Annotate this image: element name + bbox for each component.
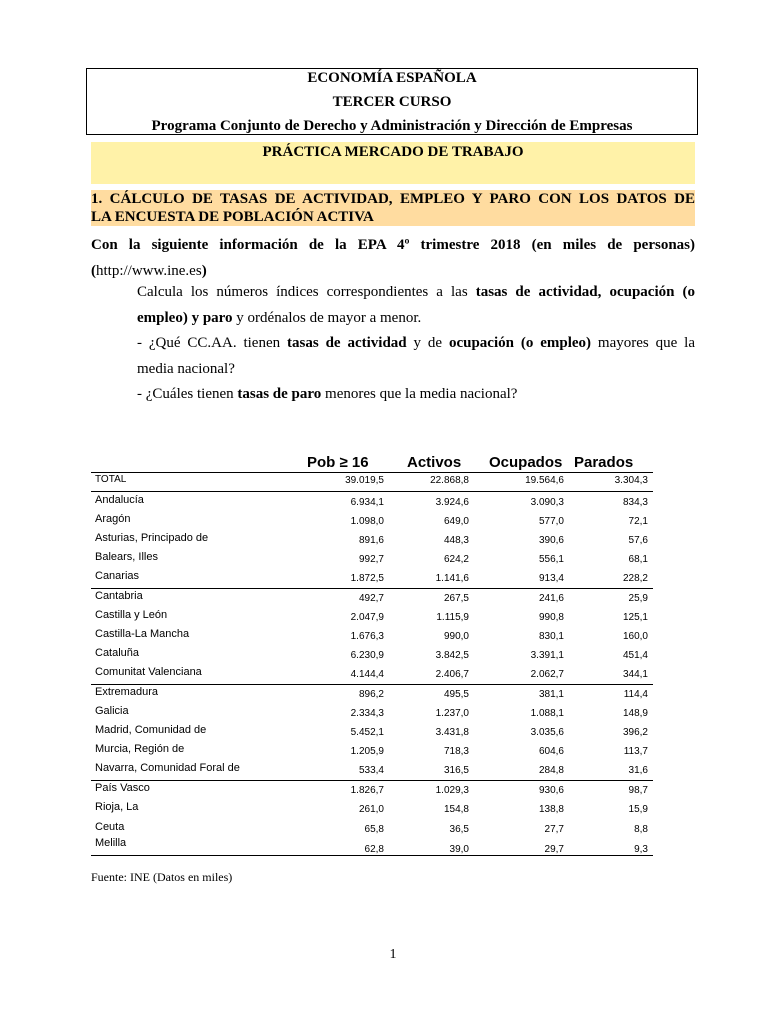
cell-pob16: 992,7: [358, 554, 384, 565]
cell-parados: 9,3: [634, 844, 648, 855]
intro-line1: Con la siguiente información de la EPA 4º trimestre 2018 (en miles de personas): [91, 237, 695, 253]
cell-activos: 22.868,8: [430, 475, 469, 486]
header-ocupados: Ocupados: [489, 454, 563, 471]
table-header: [91, 452, 653, 472]
cell-parados: 451,4: [622, 650, 648, 661]
task-2-text-c: y de: [406, 335, 449, 351]
cell-pob16: 1.676,3: [350, 631, 384, 642]
task-1-line1: [137, 280, 695, 306]
table-row: [91, 532, 653, 551]
cell-ocupados: 390,6: [538, 535, 564, 546]
cell-pob16: 6.934,1: [350, 497, 384, 508]
cell-parados: 228,2: [622, 573, 648, 584]
task-3-text-a: - ¿Cuáles tienen: [137, 386, 238, 402]
table-row: [91, 494, 653, 513]
table-row: [91, 837, 653, 856]
cell-activos: 718,3: [443, 746, 469, 757]
cell-parados: 8,8: [634, 824, 648, 835]
cell-parados: 68,1: [628, 554, 648, 565]
cell-pob16: 2.047,9: [350, 612, 384, 623]
table-row: [91, 513, 653, 532]
cell-ocupados: 284,8: [538, 765, 564, 776]
cell-activos: 3.842,5: [435, 650, 469, 661]
cell-pob16: 39.019,5: [345, 475, 384, 486]
cell-pob16: 533,4: [358, 765, 384, 776]
cell-ocupados: 241,6: [538, 593, 564, 604]
row-label: Melilla: [95, 837, 127, 849]
cell-ocupados: 990,8: [538, 612, 564, 623]
cell-activos: 1.029,3: [435, 785, 469, 796]
cell-pob16: 62,8: [364, 844, 384, 855]
row-label: Murcia, Región de: [95, 743, 185, 755]
cell-pob16: 891,6: [358, 535, 384, 546]
cell-parados: 72,1: [628, 516, 648, 527]
cell-parados: 3.304,3: [614, 475, 648, 486]
course-header-box: [86, 68, 698, 135]
section-heading-line2: LA ENCUESTA DE POBLACIÓN ACTIVA: [91, 209, 374, 225]
cell-parados: 344,1: [622, 669, 648, 680]
cell-pob16: 1.205,9: [350, 746, 384, 757]
cell-parados: 31,6: [628, 765, 648, 776]
row-label: Ceuta: [95, 821, 125, 833]
cell-pob16: 2.334,3: [350, 708, 384, 719]
row-label: Castilla-La Mancha: [95, 628, 190, 640]
header-parados: Parados: [574, 454, 634, 471]
row-label: Asturias, Principado de: [95, 532, 209, 544]
cell-pob16: 1.872,5: [350, 573, 384, 584]
table-row: [91, 705, 653, 724]
cell-parados: 98,7: [628, 785, 648, 796]
cell-ocupados: 29,7: [544, 844, 564, 855]
table-row: [91, 609, 653, 628]
row-label: Aragón: [95, 513, 131, 525]
cell-activos: 267,5: [443, 593, 469, 604]
cell-parados: 113,7: [623, 746, 648, 757]
row-label: Madrid, Comunidad de: [95, 724, 207, 736]
table-row: [91, 686, 653, 705]
cell-ocupados: 3.035,6: [530, 727, 564, 738]
task-1-text-d: y ordénalos de mayor a menor.: [232, 309, 422, 326]
cell-pob16: 1.098,0: [350, 516, 384, 527]
cell-ocupados: 604,6: [538, 746, 564, 757]
row-label: Castilla y León: [95, 609, 168, 621]
cell-ocupados: 930,6: [538, 785, 564, 796]
row-label: Andalucía: [95, 494, 144, 506]
cell-ocupados: 2.062,7: [530, 669, 564, 680]
task-2-text-d: ocupación (o empleo): [448, 335, 592, 351]
table-row: [91, 801, 653, 820]
cell-parados: 834,3: [622, 497, 648, 508]
cell-activos: 1.115,9: [436, 612, 469, 623]
cell-activos: 624,2: [443, 554, 469, 565]
cell-activos: 3.924,6: [435, 497, 469, 508]
cell-parados: 57,6: [628, 535, 648, 546]
cell-pob16: 1.826,7: [350, 785, 384, 796]
cell-activos: 3.431,8: [435, 727, 469, 738]
row-label: País Vasco: [95, 782, 150, 794]
task-1-text-a: Calcula los números índices correspondientes a las: [137, 284, 476, 300]
header-activos: Activos: [407, 454, 462, 471]
table-row: [91, 590, 653, 609]
table-row: [91, 724, 653, 743]
source-note: Fuente: INE (Datos en miles): [91, 870, 233, 884]
cell-parados: 148,9: [622, 708, 648, 719]
table-row: [91, 570, 653, 589]
row-label: TOTAL: [95, 474, 127, 485]
cell-pob16: 6.230,9: [350, 650, 384, 661]
cell-parados: 25,9: [628, 593, 648, 604]
table-row: [91, 666, 653, 685]
row-label: Canarias: [95, 570, 140, 582]
task-2-line2: media nacional?: [137, 360, 235, 377]
cell-ocupados: 3.391,1: [530, 650, 564, 661]
intro-paragraph: [91, 232, 695, 284]
cell-activos: 495,5: [443, 689, 469, 700]
cell-ocupados: 3.090,3: [530, 497, 564, 508]
task-list: [137, 280, 695, 408]
row-label: Cataluña: [95, 647, 140, 659]
table-row-total: [91, 473, 653, 492]
cell-ocupados: 556,1: [538, 554, 564, 565]
row-label: Cantabria: [95, 590, 143, 602]
cell-ocupados: 830,1: [538, 631, 564, 642]
task-1-line2: [137, 306, 695, 332]
ine-link[interactable]: http://www.ine.es: [96, 263, 202, 279]
task-2-text-e: mayores que la: [591, 335, 695, 351]
task-1-text-c: empleo) y paro: [137, 309, 233, 326]
program-name: Programa Conjunto de Derecho y Administración y Dirección de Empresas: [151, 118, 633, 134]
task-3-line: [137, 382, 695, 408]
cell-pob16: 5.452,1: [350, 727, 384, 738]
row-label: Balears, Illes: [95, 551, 158, 563]
cell-parados: 15,9: [628, 804, 648, 815]
cell-activos: 990,0: [443, 631, 469, 642]
cell-ocupados: 19.564,6: [525, 475, 564, 486]
cell-activos: 1.141,6: [435, 573, 469, 584]
cell-parados: 114,4: [623, 689, 648, 700]
cell-activos: 39,0: [449, 844, 469, 855]
cell-pob16: 492,7: [358, 593, 384, 604]
cell-ocupados: 577,0: [538, 516, 564, 527]
row-label: Galicia: [95, 705, 129, 717]
cell-activos: 154,8: [443, 804, 469, 815]
task-1-text-b: tasas de actividad, ocupación (o: [475, 284, 695, 300]
cell-pob16: 65,8: [364, 824, 384, 835]
header-pob16: Pob ≥ 16: [307, 454, 369, 471]
cell-activos: 36,5: [449, 824, 469, 835]
task-2-text-b: tasas de actividad: [287, 335, 407, 351]
row-label: Comunitat Valenciana: [95, 666, 202, 678]
row-label: Rioja, La: [95, 801, 139, 813]
page-number: 1: [389, 947, 397, 962]
table-row: [91, 647, 653, 666]
cell-ocupados: 27,7: [544, 824, 564, 835]
cell-ocupados: 1.088,1: [530, 708, 564, 719]
table-row: [91, 782, 653, 801]
cell-activos: 2.406,7: [435, 669, 469, 680]
task-2-line1: [137, 331, 695, 357]
cell-pob16: 261,0: [358, 804, 384, 815]
intro-paren-open: (: [91, 263, 96, 279]
row-label: Navarra, Comunidad Foral de: [95, 762, 240, 774]
cell-parados: 396,2: [622, 727, 648, 738]
cell-ocupados: 913,4: [538, 573, 564, 584]
cell-activos: 448,3: [443, 535, 469, 546]
cell-ocupados: 381,1: [538, 689, 564, 700]
cell-activos: 1.237,0: [435, 708, 469, 719]
row-label: Extremadura: [95, 686, 158, 698]
practice-title: PRÁCTICA MERCADO DE TRABAJO: [91, 142, 695, 184]
cell-parados: 160,0: [622, 631, 648, 642]
table-row: [91, 743, 653, 762]
course-title: ECONOMÍA ESPAÑOLA: [307, 70, 477, 86]
section-heading-line1: 1. CÁLCULO DE TASAS DE ACTIVIDAD, EMPLEO Y PARO CON LOS DATOS DE: [91, 191, 695, 207]
cell-activos: 316,5: [443, 765, 469, 776]
intro-paren-close: ): [201, 263, 207, 279]
table-row: [91, 762, 653, 781]
cell-parados: 125,1: [622, 612, 648, 623]
table-row: [91, 628, 653, 647]
task-2-text-a: - ¿Qué CC.AA. tienen: [137, 335, 288, 351]
cell-activos: 649,0: [443, 516, 469, 527]
cell-pob16: 4.144,4: [350, 669, 384, 680]
task-3-text-c: menores que la media nacional?: [321, 386, 518, 402]
course-year: TERCER CURSO: [332, 94, 452, 110]
section-heading: [91, 190, 695, 226]
table-row: [91, 551, 653, 570]
cell-pob16: 896,2: [358, 689, 384, 700]
cell-ocupados: 138,8: [538, 804, 564, 815]
task-3-text-b: tasas de paro: [237, 386, 322, 402]
